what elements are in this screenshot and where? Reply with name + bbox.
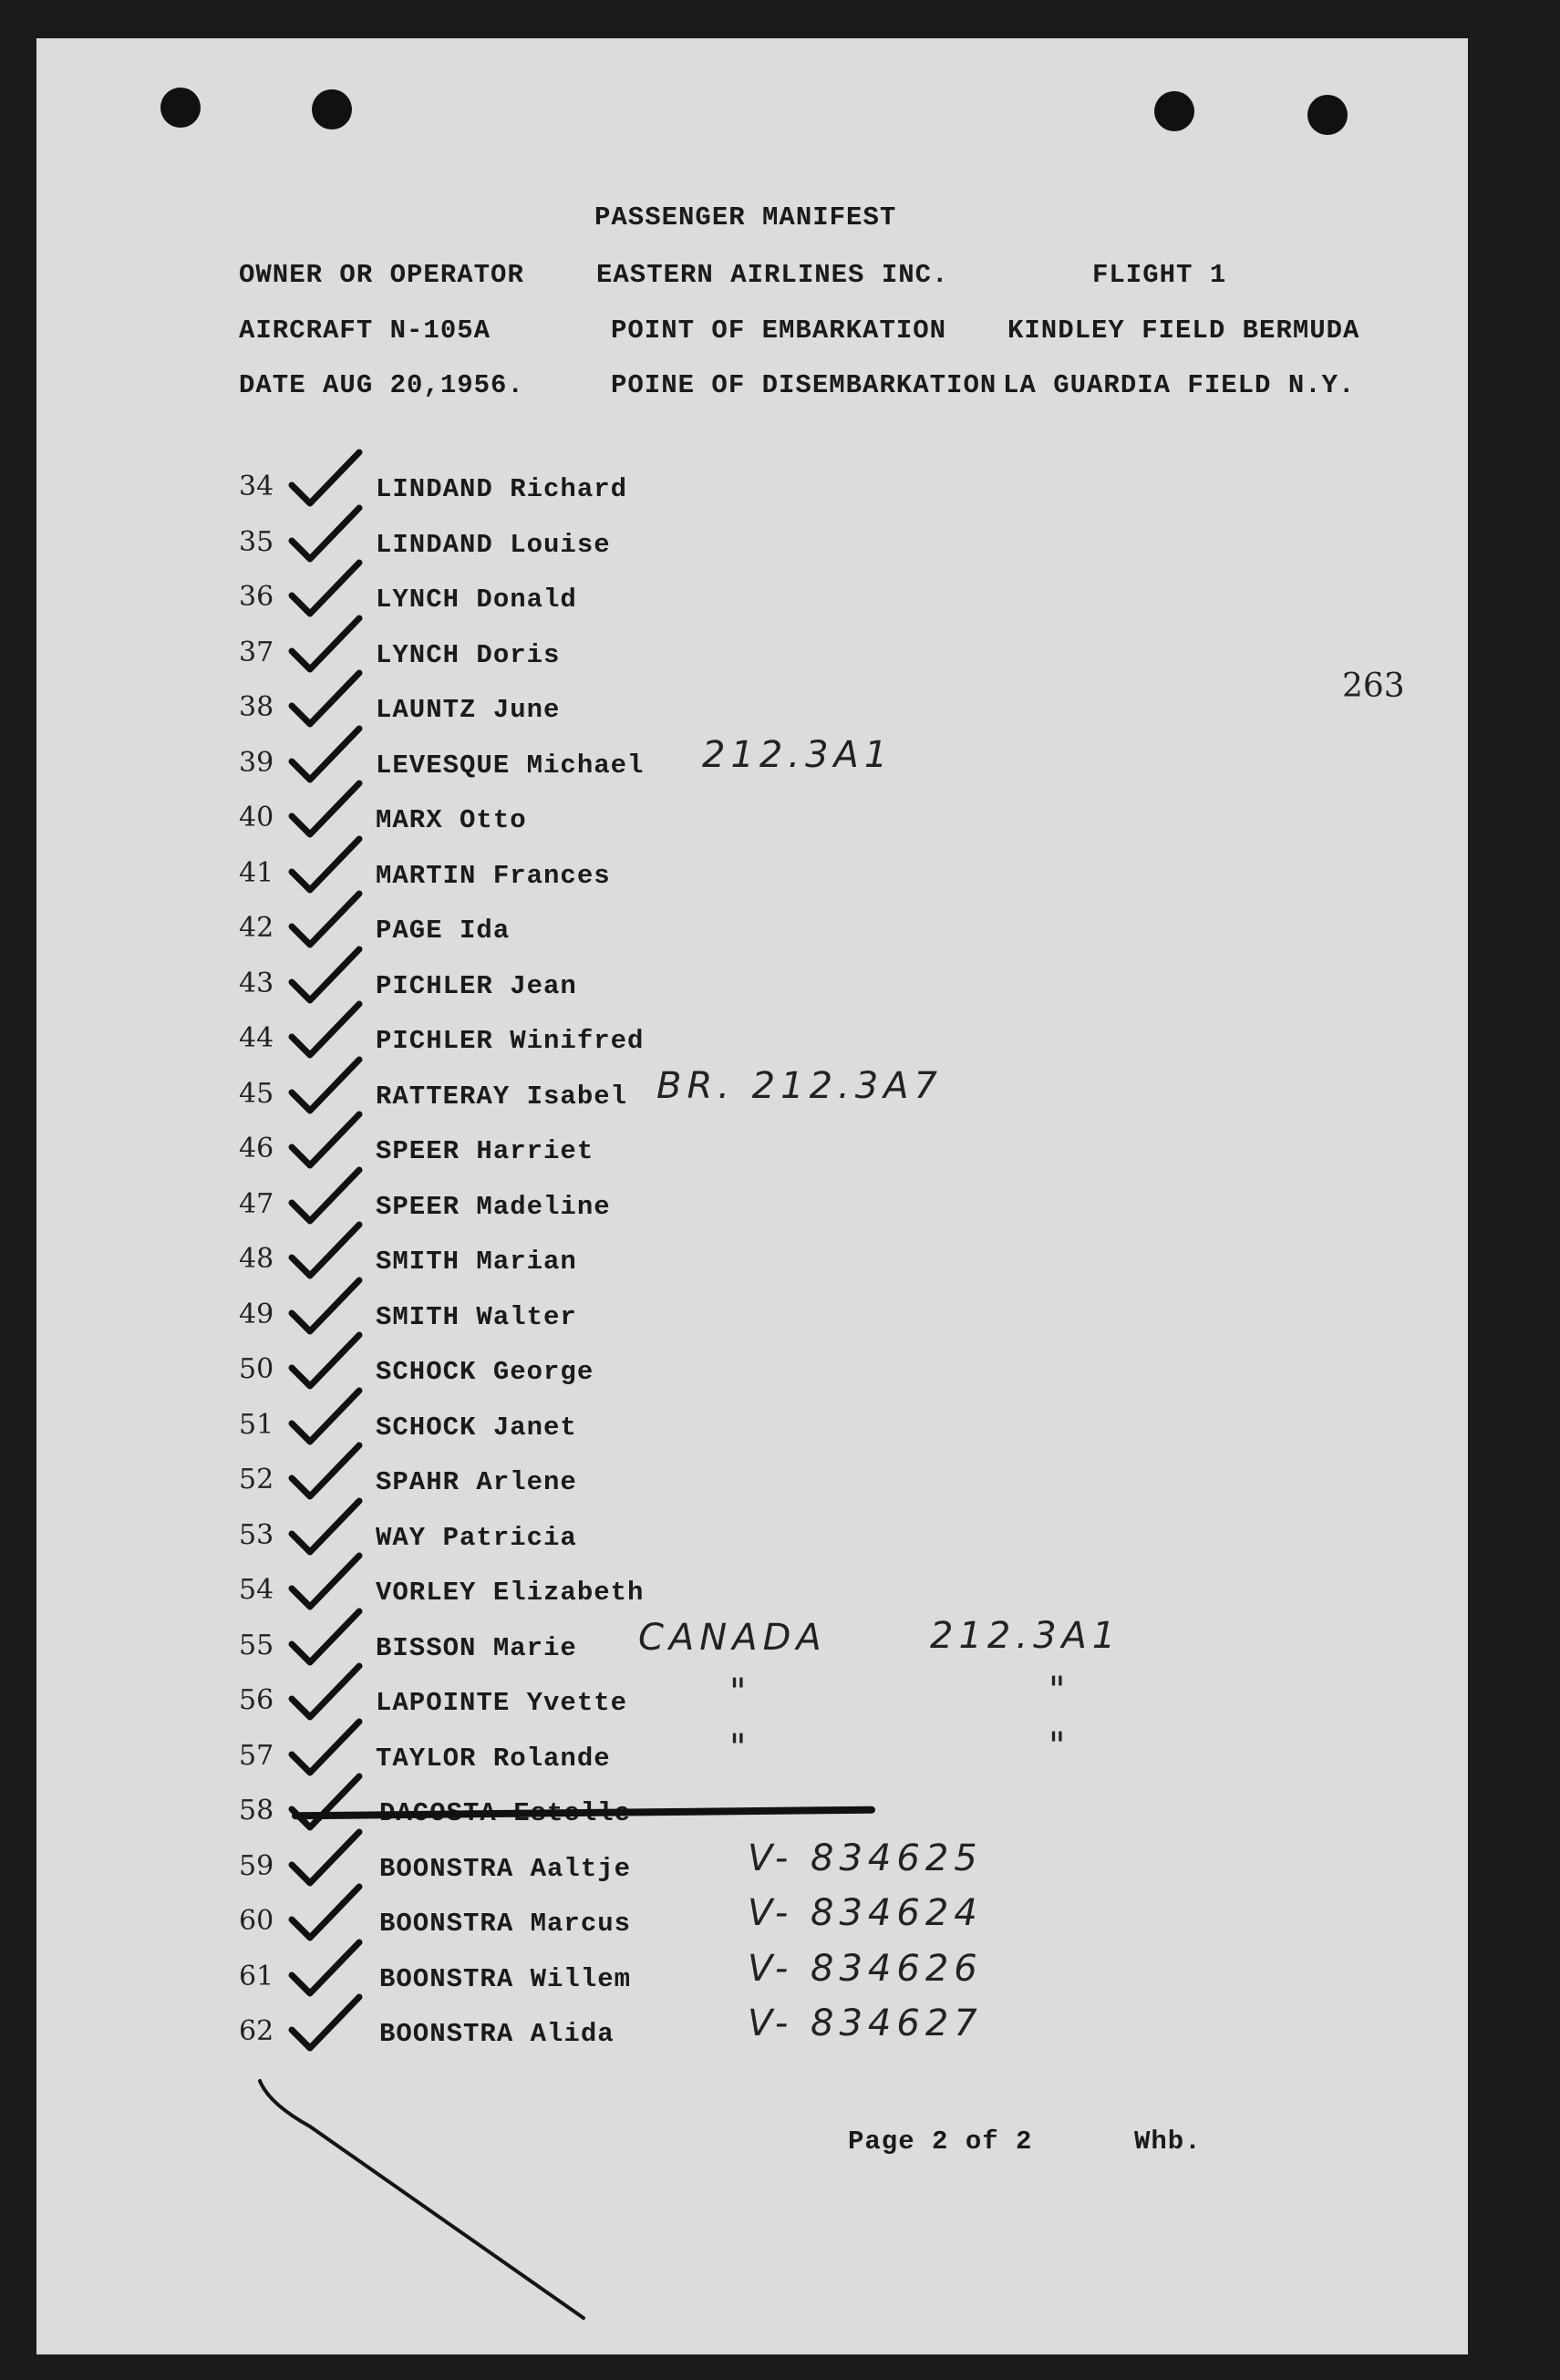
handwritten-note-secondary: 212.3A1: [930, 1614, 1121, 1657]
stamp-number: 263: [1342, 667, 1405, 705]
passenger-number: 50: [239, 1353, 274, 1385]
passenger-name: BOONSTRA Aaltje: [379, 1853, 632, 1884]
passenger-number: 45: [239, 1077, 274, 1110]
passenger-number: 42: [239, 912, 274, 944]
flight-number: FLIGHT 1: [1092, 260, 1227, 290]
handwritten-note: 212.3A1: [702, 733, 894, 776]
passenger-name: BOONSTRA Willem: [379, 1963, 632, 1994]
handwritten-note-secondary: ": [1049, 1670, 1071, 1712]
manifest-date: DATE AUG 20,1956.: [239, 370, 524, 400]
embarkation-label: POINT OF EMBARKATION: [611, 316, 947, 346]
handwritten-note: V- 834625: [748, 1837, 983, 1879]
passenger-name: LINDAND Louise: [376, 529, 611, 560]
handwritten-note: V- 834627: [748, 2002, 983, 2044]
passenger-name: PICHLER Winifred: [376, 1026, 645, 1056]
owner-label: OWNER OR OPERATOR: [239, 260, 524, 290]
passenger-number: 56: [239, 1684, 274, 1716]
passenger-name: RATTERAY Isabel: [376, 1081, 628, 1112]
passenger-name: SPEER Harriet: [376, 1136, 594, 1166]
passenger-number: 60: [239, 1905, 274, 1937]
passenger-number: 58: [239, 1795, 274, 1826]
aircraft-id: AIRCRAFT N-105A: [239, 316, 491, 346]
page-indicator: Page 2 of 2: [848, 2126, 1033, 2157]
passenger-name: SCHOCK Janet: [376, 1412, 577, 1443]
passenger-number: 53: [239, 1518, 274, 1551]
long-pen-stroke: [36, 38, 1468, 2354]
passenger-number: 57: [239, 1739, 274, 1772]
passenger-number: 46: [239, 1133, 274, 1164]
passenger-name: TAYLOR Rolande: [376, 1743, 611, 1774]
passenger-number: 38: [239, 691, 274, 723]
passenger-name: SMITH Marian: [376, 1247, 577, 1277]
handwritten-note: V- 834624: [748, 1892, 983, 1934]
passenger-name: SPEER Madeline: [376, 1191, 611, 1222]
passenger-number: 35: [239, 525, 274, 558]
embarkation-value: KINDLEY FIELD BERMUDA: [1007, 316, 1360, 346]
passenger-name: LEVESQUE Michael: [376, 750, 645, 781]
passenger-number: 36: [239, 581, 274, 613]
passenger-number: 40: [239, 802, 274, 833]
passenger-number: 61: [239, 1960, 274, 1992]
passenger-name: BISSON Marie: [376, 1632, 577, 1663]
owner-value: EASTERN AIRLINES INC.: [596, 260, 949, 290]
passenger-name: MARX Otto: [376, 805, 527, 835]
passenger-name: BOONSTRA Marcus: [379, 1909, 632, 1939]
passenger-number: 49: [239, 1298, 274, 1330]
handwritten-note-secondary: ": [1049, 1724, 1071, 1767]
passenger-number: 47: [239, 1187, 274, 1220]
passenger-number: 52: [239, 1464, 274, 1495]
passenger-number: 59: [239, 1849, 274, 1882]
passenger-number: 54: [239, 1574, 274, 1606]
handwritten-note: ": [729, 1671, 752, 1713]
clerk-initials: Whb.: [1134, 2126, 1202, 2157]
passenger-name: WAY Patricia: [376, 1522, 577, 1553]
disembarkation-value: LA GUARDIA FIELD N.Y.: [1003, 370, 1356, 400]
handwritten-note: V- 834626: [748, 1947, 983, 1990]
passenger-number: 43: [239, 967, 274, 999]
passenger-number: 41: [239, 856, 274, 889]
passenger-name: SMITH Walter: [376, 1301, 577, 1332]
passenger-name: PAGE Ida: [376, 916, 511, 946]
passenger-name: VORLEY Elizabeth: [376, 1578, 645, 1608]
manifest-title: PASSENGER MANIFEST: [594, 202, 897, 233]
passenger-number: 51: [239, 1408, 274, 1441]
passenger-number: 44: [239, 1022, 274, 1054]
passenger-number: 62: [239, 2015, 274, 2047]
passenger-name: BOONSTRA Alida: [379, 2019, 615, 2049]
passenger-name: LYNCH Doris: [376, 639, 561, 670]
passenger-name: LAPOINTE Yvette: [376, 1688, 628, 1718]
passenger-name: SPAHR Arlene: [376, 1467, 577, 1497]
passenger-number: 39: [239, 746, 274, 779]
handwritten-note: CANADA: [638, 1616, 827, 1659]
passenger-number: 37: [239, 636, 274, 668]
manifest-sheet: [36, 38, 1468, 2354]
passenger-name: PICHLER Jean: [376, 970, 577, 1001]
passenger-number: 48: [239, 1243, 274, 1275]
passenger-number: 55: [239, 1629, 274, 1661]
passenger-name: SCHOCK George: [376, 1357, 594, 1387]
passenger-name: MARTIN Frances: [376, 860, 611, 891]
passenger-name: LINDAND Richard: [376, 474, 628, 504]
handwritten-note: BR. 212.3A7: [656, 1064, 943, 1107]
passenger-name: LAUNTZ June: [376, 695, 561, 725]
passenger-number: 34: [239, 471, 274, 502]
handwritten-note: ": [729, 1726, 752, 1769]
disembarkation-label: POINE OF DISEMBARKATION: [611, 370, 997, 400]
passenger-name: LYNCH Donald: [376, 585, 577, 615]
